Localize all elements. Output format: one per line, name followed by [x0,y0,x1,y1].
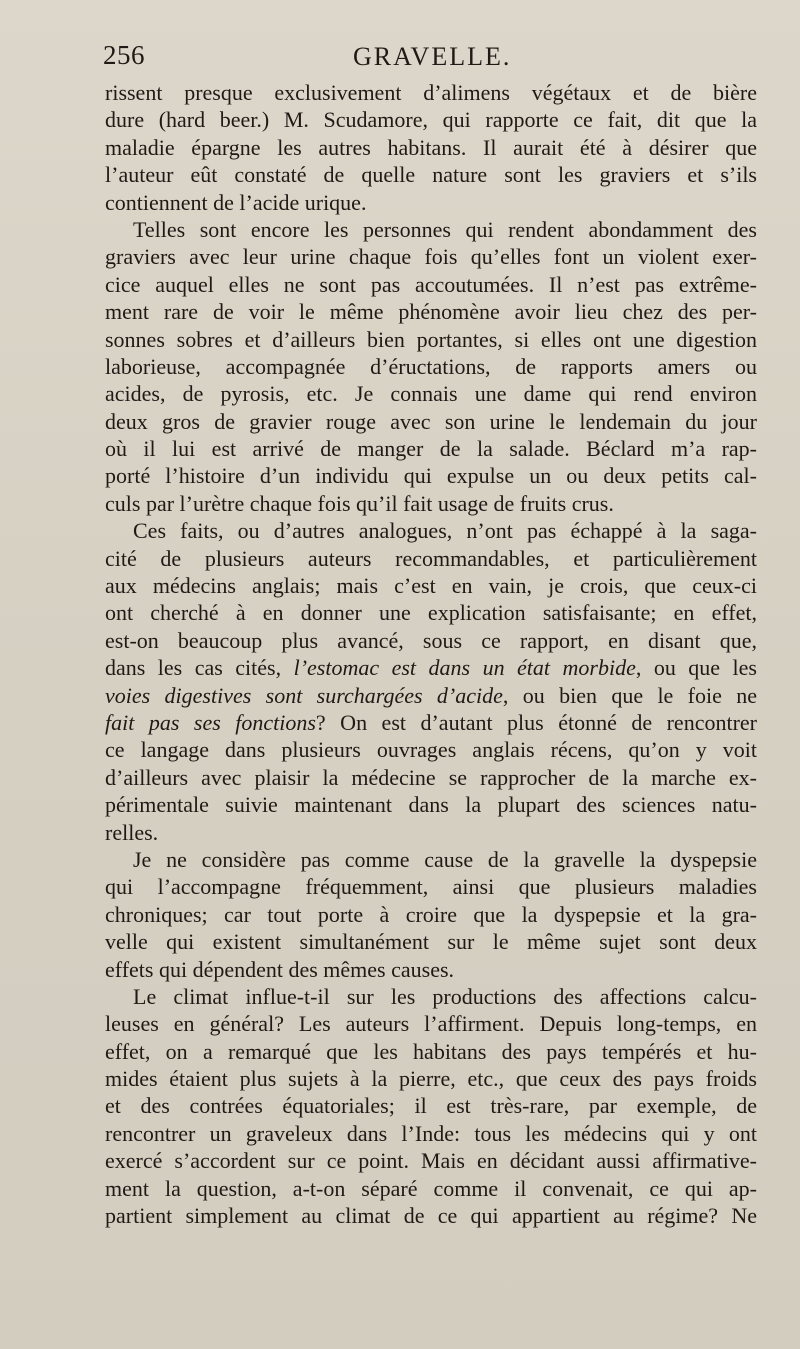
text-run: Telles sont encore les personnes qui rendent abondamment des [133,216,757,242]
text-line [105,243,757,270]
text-line [105,545,757,572]
text-line [105,1092,757,1119]
text-run: , ou bien que le foie ne [502,682,757,708]
text-run: aux médecins anglais; mais c’est en vain, je crois, que ceux-ci [105,573,757,599]
text-line [105,216,757,243]
text-line [105,298,757,325]
text-line [105,873,757,900]
text-line [105,408,757,435]
text-run: périmentale suivie maintenant dans la plupart des sciences natu- [105,792,757,818]
text-run: velle qui existent simultanément sur le même sujet sont deux [105,929,757,955]
text-run: dans les cas cités, [105,655,294,681]
italic-run: fait pas ses fonctions [105,709,316,735]
text-run: où il lui est arrivé de manger de la salade. Béclard m’a rap- [105,436,757,462]
text-run: acides, de pyrosis, etc. Je connais une dame qui rend environ [105,381,757,407]
text-run: cité de plusieurs auteurs recommandables, et particulièrement [105,545,757,571]
text-line [105,682,757,709]
text-line [105,1147,757,1174]
text-line [105,654,757,681]
text-run: effets qui dépendent des mêmes causes. [105,956,455,982]
text-line [105,1065,757,1092]
text-line [105,572,757,599]
text-run: relles. [105,819,159,845]
text-line [105,1010,757,1037]
text-run: , ou que les [635,655,757,681]
text-line [105,819,757,846]
text-line [105,709,757,736]
text-run: rissent presque exclusivement d’alimens végétaux et de bière [105,80,757,105]
text-line [105,189,757,216]
text-run: ment la question, a-t-on séparé comme il convenait, ce qui ap- [105,1175,757,1201]
text-run: effet, on a remarqué que les habitans des pays tempérés et hu- [105,1038,757,1064]
text-line [105,627,757,654]
body-text [105,79,757,1229]
text-line [105,901,757,928]
text-line [105,1120,757,1147]
text-run: Je ne considère pas comme cause de la gravelle la dyspepsie [133,846,757,872]
page-number: 256 [103,40,145,70]
text-line [105,353,757,380]
text-line [105,764,757,791]
text-run: graviers avec leur urine chaque fois qu’elles font un violent exer- [105,244,757,270]
text-line [105,928,757,955]
page-header [103,40,663,74]
text-run: ? On est d’autant plus étonné de rencontrer [315,709,757,735]
text-line [105,846,757,873]
text-line [105,462,757,489]
text-line [105,271,757,298]
text-run: l’auteur eût constaté de quelle nature sont les graviers et s’ils [105,162,757,188]
text-line [105,983,757,1010]
text-line [105,79,757,106]
text-run: qui l’accompagne fréquemment, ainsi que plusieurs maladies [105,874,757,900]
text-run: leuses en général? Les auteurs l’affirment. Depuis long-temps, en [105,1011,757,1037]
text-run: est-on beaucoup plus avancé, sous ce rapport, en disant que, [105,627,757,653]
italic-run: l’estomac est dans un état morbide [293,655,636,681]
text-run: exercé s’accordent sur ce point. Mais en décidant aussi affirmative- [105,1148,757,1174]
text-run: cice auquel elles ne sont pas accoutumées. Il n’est pas extrême- [105,271,757,297]
text-run: d’ailleurs avec plaisir la médecine se rapprocher de la marche ex- [105,764,757,790]
text-line [105,1202,757,1229]
text-line [105,599,757,626]
text-line [105,326,757,353]
text-run: mides étaient plus sujets à la pierre, etc., que ceux des pays froids [105,1066,757,1092]
text-run: rencontrer un graveleux dans l’Inde: tous les médecins qui y ont [105,1120,757,1146]
text-line [105,1038,757,1065]
italic-run: voies digestives sont surchargées d’acide [105,682,503,708]
text-line [105,161,757,188]
text-line [105,134,757,161]
text-run: et des contrées équatoriales; il est très-rare, par exemple, de [105,1093,757,1119]
text-run: ce langage dans plusieurs ouvrages anglais récens, qu’on y voit [105,737,757,763]
text-line [105,956,757,983]
text-line [105,435,757,462]
text-run: porté l’histoire d’un individu qui expulse un ou deux petits cal- [105,463,757,489]
text-run: chroniques; car tout porte à croire que la dyspepsie et la gra- [105,901,757,927]
text-line [105,791,757,818]
text-run: contiennent de l’acide urique. [105,189,367,215]
text-run: maladie épargne les autres habitans. Il aurait été à désirer que [105,134,757,160]
text-run: ont cherché à en donner une explication satisfaisante; en effet, [105,600,757,626]
text-run: Ces faits, ou d’autres analogues, n’ont pas échappé à la saga- [133,518,757,544]
text-line [105,380,757,407]
text-line [105,517,757,544]
text-run: culs par l’urètre chaque fois qu’il fait usage de fruits crus. [105,490,614,516]
text-run: dure (hard beer.) M. Scudamore, qui rapporte ce fait, dit que la [105,107,757,133]
text-line [105,736,757,763]
text-run: deux gros de gravier rouge avec son urine le lendemain du jour [105,408,757,434]
text-run: ment rare de voir le même phénomène avoir lieu chez des per- [105,299,757,325]
text-run: Le climat influe-t-il sur les productions des affections calcu- [133,983,757,1009]
text-line [105,106,757,133]
text-line [105,490,757,517]
running-title: GRAVELLE. [353,42,512,71]
text-run: laborieuse, accompagnée d’éructations, de rapports amers ou [105,353,757,379]
text-run: sonnes sobres et d’ailleurs bien portantes, si elles ont une digestion [105,326,757,352]
text-run: partient simplement au climat de ce qui appartient au régime? Ne [105,1203,757,1229]
text-line [105,1175,757,1202]
